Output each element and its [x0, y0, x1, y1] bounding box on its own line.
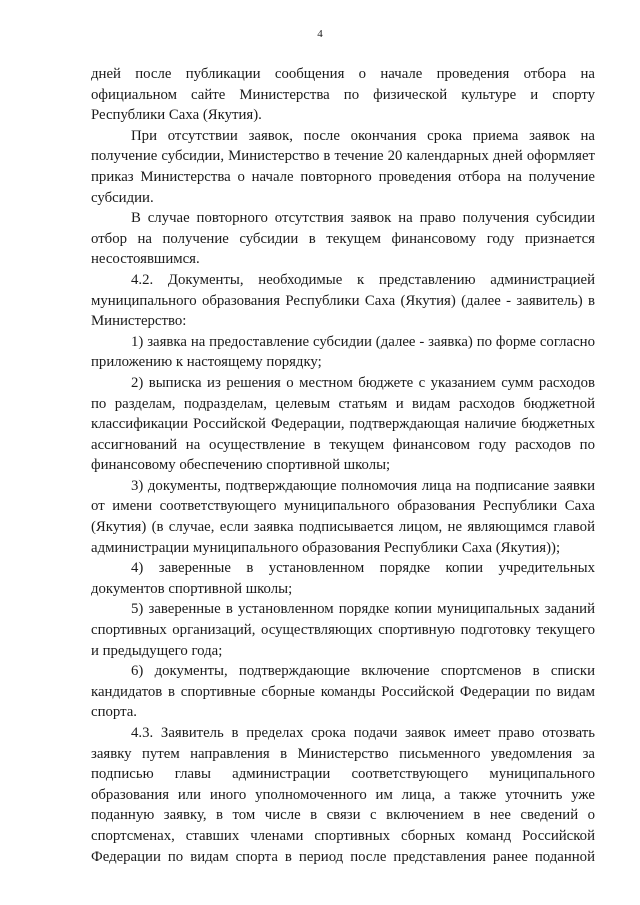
list-item: 5) заверенные в установленном порядке копии муниципальных заданий спортивных организаций, осуществляющих спортивную подготовку текущего и предыдущего года;	[91, 601, 595, 659]
paragraph: При отсутствии заявок, после окончания срока приема заявок на получение субсидии, Министерство в течение 20 календарных дней оформляет приказ Министерства о начале повторного проведения отбора на получение субсидии.	[91, 127, 595, 206]
document-body	[91, 64, 595, 867]
list-item: 6) документы, подтверждающие включение спортсменов в списки кандидатов в спортивные сборные команды Российской Федерации по видам спорта.	[91, 663, 595, 721]
list-item: 4) заверенные в установленном порядке копии учредительных документов спортивной школы;	[91, 560, 595, 597]
paragraph: дней после публикации сообщения о начале проведения отбора на официальном сайте Министерства по физической культуре и спорту Республики Саха (Якутия).	[91, 66, 595, 124]
paragraph: 4.3. Заявитель в пределах срока подачи заявок имеет право отозвать заявку путем направления в Министерство письменного уведомления за подписью главы администрации соответствующего муниципального образования или иного уполномоченного им лица, а также уточнить уже поданную заявку, в том числе в связи с включением в нее сведений о спортсменах, ставших членами спортивных сборных команд Российской Федерации по видам спорта в период после представления ранее поданной	[91, 725, 595, 865]
list-item: 3) документы, подтверждающие полномочия лица на подписание заявки от имени соответствующего муниципального образования Республики Саха (Якутия) (в случае, если заявка подписывается лицом, не являющимся главой администрации муниципального образования Республики Саха (Якутия));	[91, 477, 595, 556]
page-number: 4	[317, 28, 323, 40]
list-item: 2) выписка из решения о местном бюджете с указанием сумм расходов по разделам, подразделам, целевым статьям и видам расходов бюджетной классификации Российской Федерации, подтверждающая наличие бюджетных ассигнований на осуществление в текущем финансовом году расходов по финансовому обеспечению спортивной школы;	[91, 374, 595, 474]
list-item: 1) заявка на предоставление субсидии (далее - заявка) по форме согласно приложению к настоящему порядку;	[91, 333, 595, 371]
paragraph: В случае повторного отсутствия заявок на право получения субсидии отбор на получение субсидии в текущем финансовому году признается несостоявшимся.	[91, 210, 595, 268]
paragraph: 4.2. Документы, необходимые к представлению администрацией муниципального образования Республики Саха (Якутия) (далее - заявитель) в Министерство:	[91, 271, 595, 330]
